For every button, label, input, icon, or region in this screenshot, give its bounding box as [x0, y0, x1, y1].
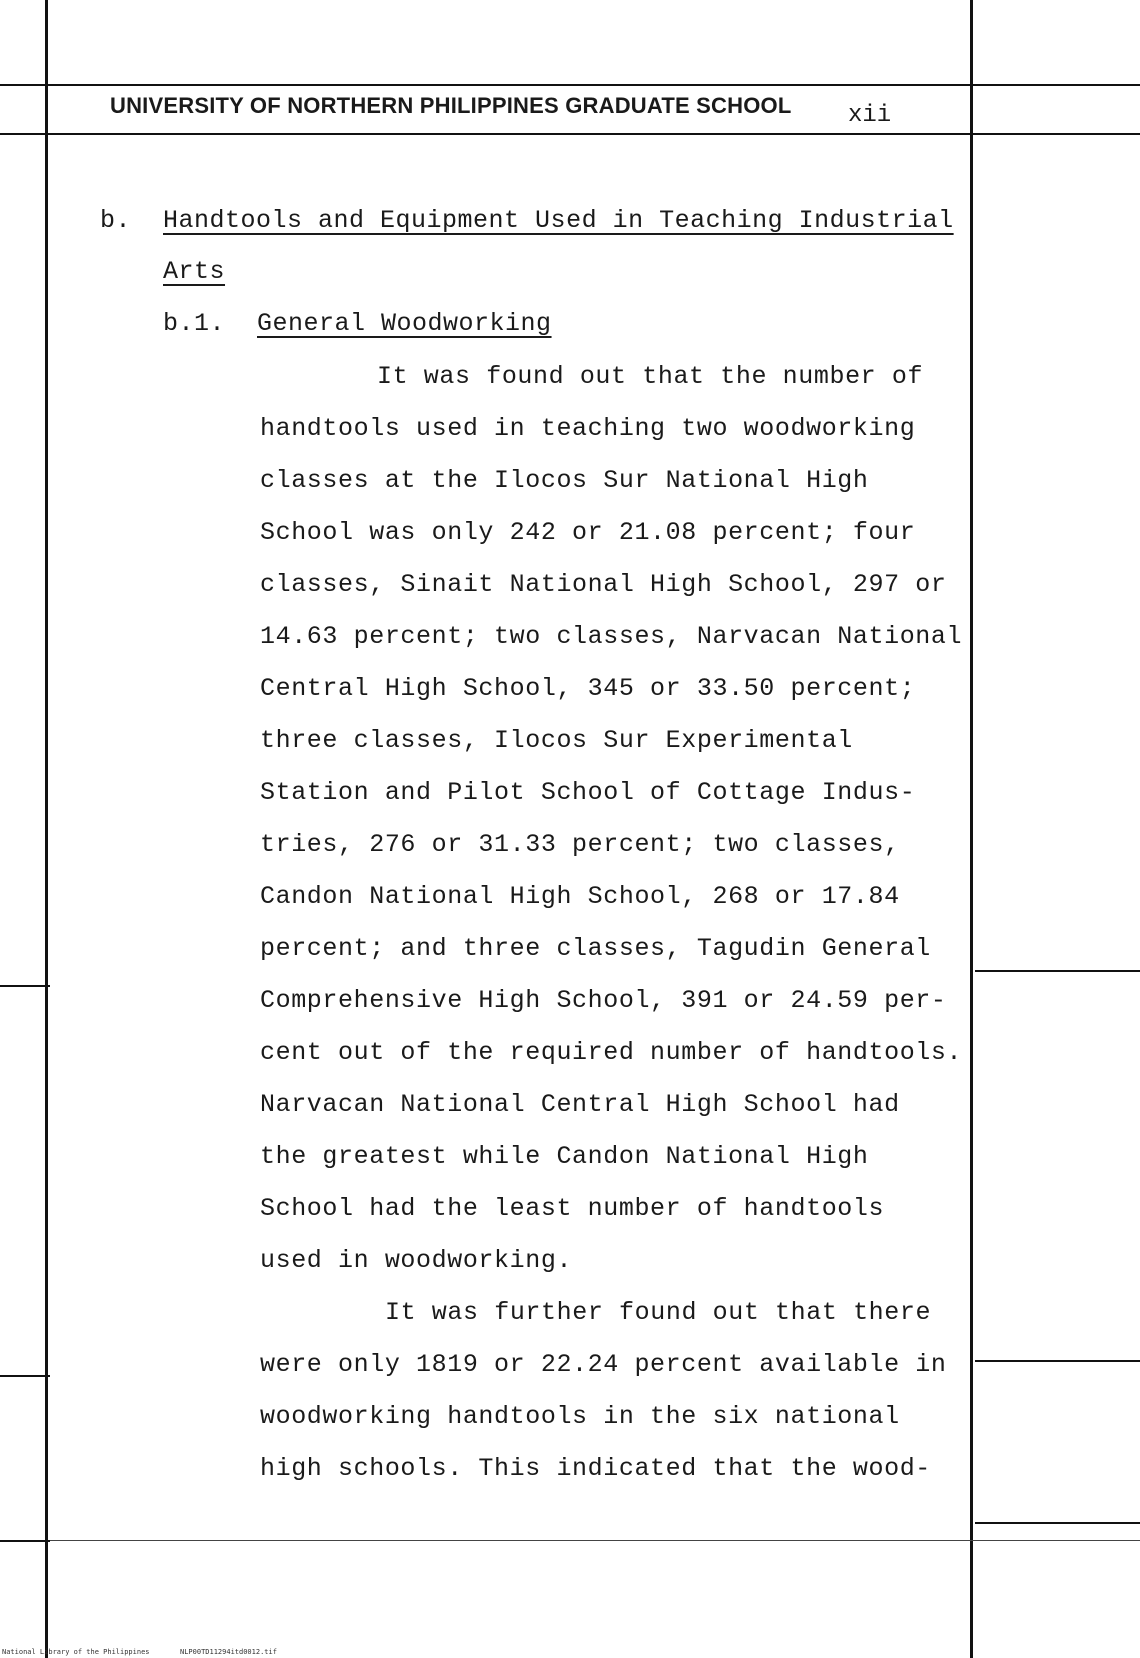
text-line: classes at the Ilocos Sur National High	[260, 466, 869, 495]
left-tab-mark	[0, 1375, 50, 1377]
text-line: percent; and three classes, Tagudin General	[260, 934, 931, 963]
text-line: the greatest while Candon National High	[260, 1142, 869, 1171]
text-line: three classes, Ilocos Sur Experimental	[260, 726, 853, 755]
page-number: xii	[848, 102, 892, 129]
header-bottom-rule	[0, 133, 1140, 135]
text-line: woodworking handtools in the six national	[260, 1402, 900, 1431]
right-tab-mark	[975, 1360, 1140, 1362]
text-line: Comprehensive High School, 391 or 24.59 per-	[260, 986, 947, 1015]
text-line: cent out of the required number of handtools.	[260, 1038, 963, 1067]
subsection-title: General Woodworking	[257, 309, 552, 338]
left-tab-mark	[0, 985, 50, 987]
text-line: tries, 276 or 31.33 percent; two classes,	[260, 830, 900, 859]
left-margin-rule	[45, 0, 48, 1658]
section-title-line1: Handtools and Equipment Used in Teaching Industrial	[163, 206, 954, 235]
text-line: were only 1819 or 22.24 percent available in	[260, 1350, 947, 1379]
institution-header: UNIVERSITY OF NORTHERN PHILIPPINES GRADUATE SCHOOL	[110, 93, 792, 118]
right-margin-rule	[970, 0, 973, 1658]
section-marker: b.	[100, 206, 132, 235]
text-line: Narvacan National Central High School had	[260, 1090, 900, 1119]
text-line: handtools used in teaching two woodworking	[260, 414, 916, 443]
library-credit: National Library of the Philippines	[2, 1648, 150, 1656]
file-id: NLP00TD11294itd0012.tif	[180, 1648, 277, 1656]
text-line: School was only 242 or 21.08 percent; four	[260, 518, 916, 547]
text-line: 14.63 percent; two classes, Narvacan National	[260, 622, 963, 651]
right-tab-mark	[975, 970, 1140, 972]
text-line: Central High School, 345 or 33.50 percent;	[260, 674, 916, 703]
left-tab-mark	[0, 1540, 50, 1542]
text-line: high schools. This indicated that the wood-	[260, 1454, 931, 1483]
subsection-marker: b.1.	[163, 309, 226, 338]
text-line: It was further found out that there	[385, 1298, 932, 1327]
text-line: classes, Sinait National High School, 297 or	[260, 570, 947, 599]
section-title-line2: Arts	[163, 257, 226, 286]
right-tab-mark	[975, 1522, 1140, 1524]
text-line: School had the least number of handtools	[260, 1194, 885, 1223]
footer-rule	[0, 1540, 1140, 1541]
text-line: used in woodworking.	[260, 1246, 573, 1275]
header-top-rule	[0, 84, 1140, 86]
text-line: It was found out that the number of	[377, 362, 924, 391]
text-line: Station and Pilot School of Cottage Indus-	[260, 778, 916, 807]
text-line: Candon National High School, 268 or 17.84	[260, 882, 900, 911]
